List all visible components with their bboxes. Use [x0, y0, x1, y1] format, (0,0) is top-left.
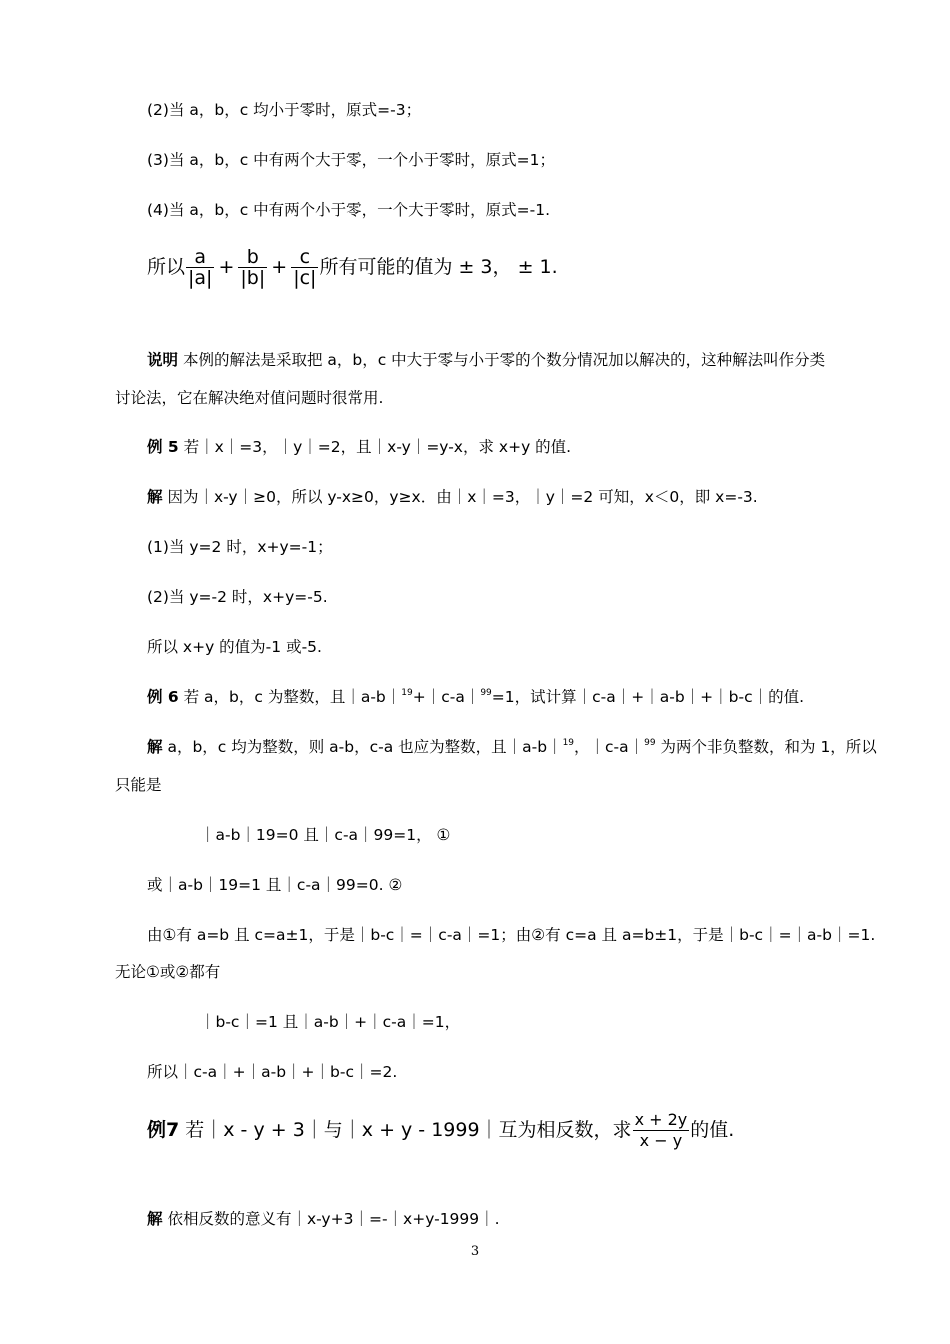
solution-5-case-2: (2)当 y=-2 时，x+y=-5. — [147, 588, 328, 606]
exponent: 99 — [480, 688, 492, 698]
example-6-text: +｜c-a｜ — [412, 688, 481, 706]
formula-prefix: 所以 — [147, 256, 186, 278]
formula-line-1 — [147, 247, 558, 288]
fraction-c-num: c — [299, 246, 311, 268]
plus-sign: + — [271, 256, 288, 278]
solution-6-line-2: 只能是 — [115, 776, 162, 794]
formula-suffix: 所有可能的值为 ± 3， ± 1. — [319, 256, 558, 278]
exponent: 19 — [562, 738, 575, 748]
example-7-suffix: 的值. — [690, 1119, 735, 1141]
solution-5-text: 因为｜x-y｜≥0，所以 y-x≥0，y≥x．由｜x｜=3，｜y｜=2 可知，x＜0，即 x=-3. — [162, 488, 758, 506]
case-line-4: (4)当 a，b，c 中有两个小于零，一个大于零时，原式=-1. — [147, 201, 551, 219]
example-5-label: 例 5 — [147, 438, 179, 456]
note-line-1 — [147, 350, 825, 370]
solution-6-label: 解 — [147, 738, 163, 756]
example-7 — [147, 1110, 734, 1151]
fraction-a-num: a — [194, 246, 207, 268]
plus-sign: + — [218, 256, 235, 278]
exponent: 19 — [401, 688, 413, 698]
example-7-fraction-den: x − y — [633, 1130, 690, 1151]
note-label: 说明 — [147, 351, 179, 369]
exponent: 99 — [644, 738, 656, 748]
example-7-fraction-num: x + 2y — [634, 1110, 688, 1129]
deduction-line-1: 由①有 a=b 且 c=a±1，于是｜b-c｜=｜c-a｜=1；由②有 c=a 且 a=b±1，于是｜b-c｜=｜a-b｜=1. — [147, 926, 876, 944]
case-line-3: (3)当 a，b，c 中有两个大于零，一个小于零时，原式=1； — [147, 151, 556, 169]
fraction-b-den: |b| — [240, 267, 266, 289]
case-line-2: (2)当 a，b，c 均小于零时，原式=-3； — [147, 101, 422, 119]
fraction-a — [186, 247, 214, 288]
fraction-b-num: b — [246, 246, 259, 268]
solution-5-label: 解 — [147, 488, 163, 506]
example-7-text: 若｜x - y + 3｜与｜x + y - 1999｜互为相反数，求 — [179, 1119, 632, 1141]
result-equation: ｜b-c｜=1 且｜a-b｜+｜c-a｜=1， — [200, 1013, 461, 1031]
fraction-c-den: |c| — [293, 267, 317, 289]
example-7-label: 例7 — [147, 1119, 180, 1141]
note-line-2: 讨论法，它在解决绝对值问题时很常用. — [115, 389, 384, 407]
page-number: 3 — [470, 1244, 480, 1259]
case-equation-1: ｜a-b｜19=0 且｜c-a｜99=1， ① — [200, 826, 451, 844]
solution-6-text: 为两个非负整数，和为 1，所以 — [655, 738, 877, 756]
deduction-line-2: 无论①或②都有 — [115, 963, 221, 981]
example-6-text: =1，试计算｜c-a｜+｜a-b｜+｜b-c｜的值. — [491, 688, 805, 706]
solution-7-text: 依相反数的意义有｜x-y+3｜=-｜x+y-1999｜. — [162, 1210, 500, 1228]
example-6-text: 若 a，b，c 为整数，且｜a-b｜ — [178, 688, 402, 706]
fraction-b — [238, 247, 267, 288]
case-equation-2: 或｜a-b｜19=1 且｜c-a｜99=0. ② — [147, 876, 403, 894]
solution-6 — [147, 737, 877, 757]
solution-7-label: 解 — [147, 1210, 163, 1228]
example-5-text: 若｜x｜=3，｜y｜=2，且｜x-y｜=y-x，求 x+y 的值. — [178, 438, 572, 456]
solution-6-text: ，｜c-a｜ — [574, 738, 645, 756]
solution-5-conclusion: 所以 x+y 的值为-1 或-5. — [147, 638, 322, 656]
example-6 — [147, 687, 804, 707]
final-result: 所以｜c-a｜+｜a-b｜+｜b-c｜=2. — [147, 1063, 398, 1081]
example-5 — [147, 437, 571, 457]
example-6-label: 例 6 — [147, 688, 179, 706]
solution-7 — [147, 1209, 500, 1229]
solution-5 — [147, 487, 758, 507]
fraction-a-den: |a| — [188, 267, 213, 289]
fraction-c — [291, 247, 318, 288]
note-text: 本例的解法是采取把 a，b，c 中大于零与小于零的个数分情况加以解决的，这种解法叫作分类 — [178, 351, 826, 369]
solution-6-text: a，b，c 均为整数，则 a-b，c-a 也应为整数，且｜a-b｜ — [162, 738, 563, 756]
example-7-fraction — [633, 1110, 690, 1151]
solution-5-case-1: (1)当 y=2 时，x+y=-1； — [147, 538, 333, 556]
